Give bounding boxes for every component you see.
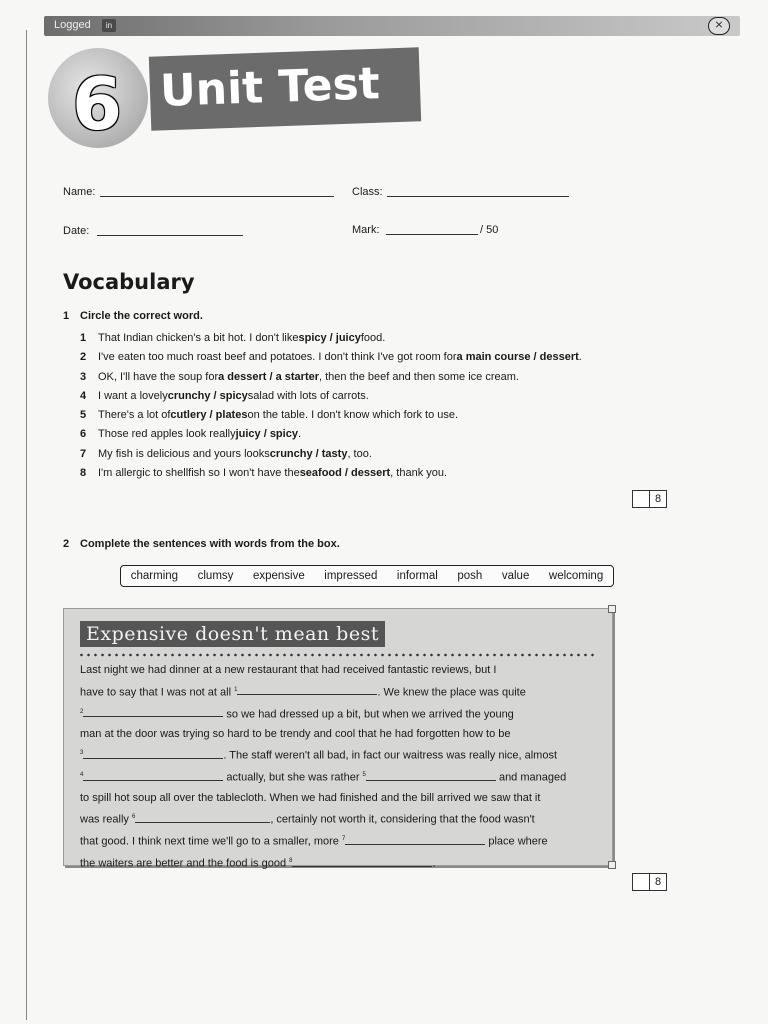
- word-box: [120, 565, 614, 587]
- article-line: that good. I think next time we'll go to a smaller, more $^7$ place where: [80, 835, 548, 848]
- list-item: 8 I'm allergic to shellfish so I won't have the seafood / dessert , thank you.: [80, 467, 680, 486]
- exercise-2-number: 2: [63, 538, 70, 550]
- word-option: informal: [396, 570, 438, 582]
- article-line: $^2$ so we had dressed up a bit, but when we arrived the young: [80, 708, 514, 721]
- word-choice[interactable]: a dessert / a starter: [218, 370, 319, 383]
- dotted-divider: [78, 653, 598, 657]
- unit-number: 6: [72, 62, 123, 146]
- article-line: $^4$ actually, but she was rather $^5$ and managed: [80, 772, 567, 785]
- page-margin-rule: [26, 30, 27, 1020]
- word-option: expensive: [252, 570, 305, 582]
- gap-field[interactable]: [345, 834, 485, 845]
- word-choice[interactable]: crunchy / tasty: [269, 447, 348, 460]
- section-heading: Vocabulary: [63, 270, 195, 294]
- pin-icon: [608, 605, 616, 613]
- list-item: 4 I want a lovely crunchy / spicy salad with lots of carrots.: [80, 390, 680, 409]
- list-item: 7 My fish is delicious and yours looks crunchy / tasty , too.: [80, 448, 680, 467]
- word-choice[interactable]: a main course / dessert: [456, 351, 579, 364]
- exercise-1-number: 1: [63, 310, 70, 322]
- list-item: 2 I've eaten too much roast beef and potatoes. I don't think I've got room for a main course / dessert .: [80, 351, 680, 370]
- score-input[interactable]: [632, 873, 650, 891]
- exercise-1-score-box: [632, 490, 666, 508]
- list-item: 1 That Indian chicken's a bit hot. I don't like spicy / juicy food.: [80, 332, 680, 351]
- pin-icon: [608, 861, 616, 869]
- word-option: charming: [130, 570, 179, 582]
- gap-field[interactable]: [83, 770, 223, 781]
- article-line: was really $^6$ , certainly not worth it, considering that the food wasn't: [80, 813, 535, 826]
- exercise-2-score-box: [632, 873, 666, 891]
- list-item: 6 Those red apples look really juicy / spicy .: [80, 428, 680, 447]
- page-title: Unit Test: [159, 58, 381, 117]
- word-option: welcoming: [548, 570, 604, 582]
- logged-label: Logged: [54, 19, 91, 31]
- mark-total: / 50: [480, 224, 499, 236]
- word-option: value: [501, 570, 530, 582]
- name-label: Name:: [63, 186, 96, 198]
- exercise-2-instruction: Complete the sentences with words from the box.: [80, 538, 340, 550]
- score-total: 8: [649, 490, 667, 508]
- mark-field[interactable]: [386, 234, 478, 235]
- article-line: man at the door was trying so hard to be trendy and cool that he had forgotten how to be: [80, 727, 511, 740]
- close-button[interactable]: ⨯: [708, 17, 730, 35]
- article-panel: [63, 608, 613, 871]
- gap-field[interactable]: [83, 706, 223, 717]
- name-field[interactable]: [100, 196, 334, 197]
- word-choice[interactable]: crunchy / spicy: [167, 389, 248, 402]
- word-choice[interactable]: seafood / dessert: [299, 467, 391, 480]
- date-label: Date:: [63, 225, 90, 237]
- exercise-1-items: [80, 332, 680, 486]
- word-option: impressed: [324, 570, 378, 582]
- word-choice[interactable]: spicy / juicy: [298, 332, 361, 344]
- mark-label: Mark:: [352, 224, 380, 236]
- gap-field[interactable]: [292, 856, 432, 867]
- article-line: the waiters are better and the food is good $^8$ .: [80, 858, 436, 871]
- class-label: Class:: [352, 186, 383, 198]
- gap-field[interactable]: [366, 770, 496, 781]
- gap-field[interactable]: [83, 748, 223, 759]
- word-choice[interactable]: cutlery / plates: [170, 409, 248, 422]
- article-title: Expensive doesn't mean best: [80, 621, 385, 647]
- top-toolbar: [44, 16, 740, 36]
- exercise-1-instruction: Circle the correct word.: [80, 310, 203, 322]
- score-input[interactable]: [632, 490, 650, 508]
- list-item: 5 There's a lot of cutlery / plates on the table. I don't know which fork to use.: [80, 409, 680, 428]
- article-line: $^3$ . The staff weren't all bad, in fact our waitress was really nice, almost: [80, 749, 558, 762]
- logged-badge: in: [102, 19, 116, 32]
- score-total: 8: [649, 873, 667, 891]
- class-field[interactable]: [387, 196, 569, 197]
- word-option: clumsy: [197, 570, 234, 582]
- article-body: [80, 661, 600, 875]
- date-field[interactable]: [97, 235, 243, 236]
- list-item: 3 OK, I'll have the soup for a dessert / a starter , then the beef and then some ice cream.: [80, 371, 680, 390]
- word-option: posh: [457, 570, 483, 582]
- gap-field[interactable]: [135, 812, 270, 823]
- article-line: have to say that I was not at all $^1$ . We knew the place was quite: [80, 686, 526, 699]
- article-line: Last night we had dinner at a new restaurant that had received fantastic reviews, but I: [80, 664, 497, 676]
- word-choice[interactable]: juicy / spicy: [235, 428, 298, 441]
- article-line: to spill hot soup all over the tablecloth. When we had finished and the bill arrived we saw that it: [80, 791, 541, 804]
- gap-field[interactable]: [237, 684, 377, 695]
